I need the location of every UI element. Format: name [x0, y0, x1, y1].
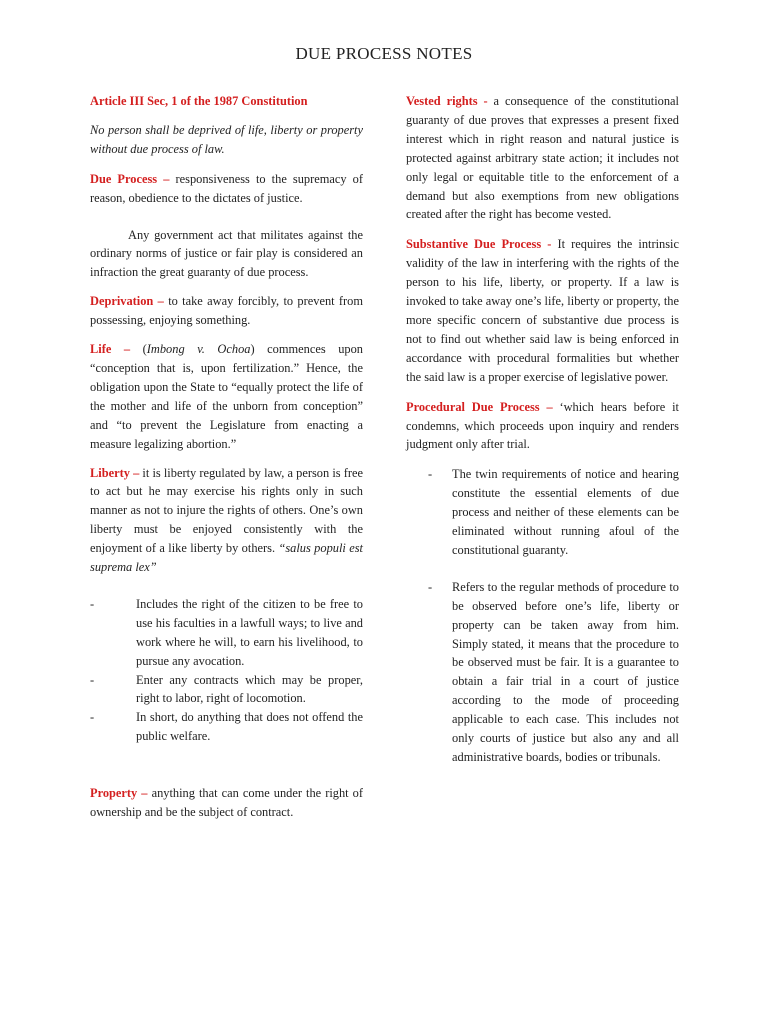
- life-term: Life –: [90, 342, 131, 357]
- list-item: [406, 465, 679, 560]
- liberty-term: Liberty –: [90, 465, 140, 480]
- list-item-text: Refers to the regular methods of procedure to be observed before one’s life, liberty or property can be taken away from him. Simply stated, it means that the procedure to be observed must be fair. It is a guarantee to obtain a fair trial in a court of justice according to the mode of proceeding applicable to each case. This includes not only courts of justice but also any and all administrative boards, bodies or tribunals.: [452, 579, 679, 764]
- page-title: DUE PROCESS NOTES: [295, 44, 473, 63]
- list-item-text: In short, do anything that does not offend the public welfare.: [136, 710, 363, 744]
- dash-bullet: -: [90, 710, 95, 725]
- list-item-text: Enter any contracts which may be proper, right to labor, right of locomotion.: [136, 672, 363, 706]
- life-paren: (: [130, 342, 147, 357]
- list-item: [90, 671, 363, 709]
- life-definition: [90, 340, 363, 453]
- liberty-list: [90, 595, 363, 746]
- due-process-def: responsiveness to the supremacy of reason, obedience to the dictates of justice.: [90, 171, 363, 205]
- vested-rights-def: a consequence of the constitutional guaranty of due proves that expresses a present fixed interest which in right reason and natural justice is protected against arbitrary state action; it includes not only legal or equitable title to the enforcement of a demand but also exemptions from new obligations created after the right has become vested.: [406, 94, 679, 222]
- article-text: No person shall be deprived of life, liberty or property without due process of law.: [90, 122, 363, 156]
- dash-bullet: -: [90, 672, 95, 687]
- property-term: Property –: [90, 786, 148, 801]
- due-process-definition: [90, 170, 363, 208]
- list-item: [90, 595, 363, 671]
- deprivation-term: Deprivation –: [90, 294, 164, 309]
- dash-bullet: -: [90, 596, 95, 611]
- government-act-paragraph: Any government act that militates against the ordinary norms of justice or fair play is considered an infraction the great guaranty of due process.: [90, 227, 363, 280]
- list-item: [90, 708, 363, 746]
- substantive-due-process-definition: [406, 235, 679, 386]
- dash-bullet: -: [428, 579, 433, 594]
- due-process-term: Due Process –: [90, 171, 170, 186]
- property-definition: [90, 784, 363, 822]
- article-heading: Article III Sec, 1 of the 1987 Constitution: [90, 94, 308, 108]
- procedural-def: ‘which hears before it condemns, which proceeds upon inquiry and renders judgment only after trial.: [406, 399, 680, 452]
- substantive-def: It requires the intrinsic validity of the law in interfering with the rights of the person to his life, liberty, or property. If a law is invoked to take away one’s life, liberty or property, the more specific concern of substantive due process is not to find out whether said law is being enforced in accordance with procedural formalities but whether the said law is a proper exercise of legislative power.: [406, 237, 679, 384]
- left-column: [90, 92, 363, 822]
- list-item: [406, 578, 679, 767]
- list-item-text: Includes the right of the citizen to be free to use his faculties in a lawfull ways; to live and work where he will, to earn his livelihood, to pursue any avocation.: [136, 596, 363, 668]
- procedural-list: [406, 465, 679, 767]
- property-def: anything that can come under the right of ownership and be the subject of contract.: [90, 786, 364, 820]
- list-item-text: The twin requirements of notice and hearing constitute the essential elements of due process and neither of these elements can be eliminated without running afoul of the constitutional guaranty.: [452, 467, 679, 557]
- vested-rights-term: Vested rights -: [406, 94, 488, 108]
- deprivation-def: to take away forcibly, to prevent from possessing, enjoying something.: [90, 294, 363, 328]
- life-def: ) commences upon “conception that is, upon fertilization.” Hence, the obligation upon the State to “equally protect the life of the mother and life of the unborn from conception” and “to prevent the Legislature from enacting a measure legalizing abortion.”: [90, 342, 363, 451]
- dash-bullet: -: [428, 467, 433, 482]
- liberty-definition: [90, 464, 363, 577]
- procedural-due-process-definition: [406, 398, 679, 455]
- vested-rights-definition: [406, 92, 679, 224]
- life-case-citation: Imbong v. Ochoa: [146, 342, 251, 357]
- liberty-maxim: “salus populi est suprema lex”: [90, 541, 363, 575]
- procedural-term: Procedural Due Process –: [406, 399, 553, 414]
- substantive-term: Substantive Due Process -: [406, 237, 552, 252]
- right-column: [406, 92, 679, 767]
- liberty-def: it is liberty regulated by law, a person is free to act but he may exercise his rights only in such manner as not to injure the rights of others. One’s own liberty must be enjoyed consistently with the enjoyment of a like liberty by others.: [90, 465, 363, 556]
- deprivation-definition: [90, 292, 363, 330]
